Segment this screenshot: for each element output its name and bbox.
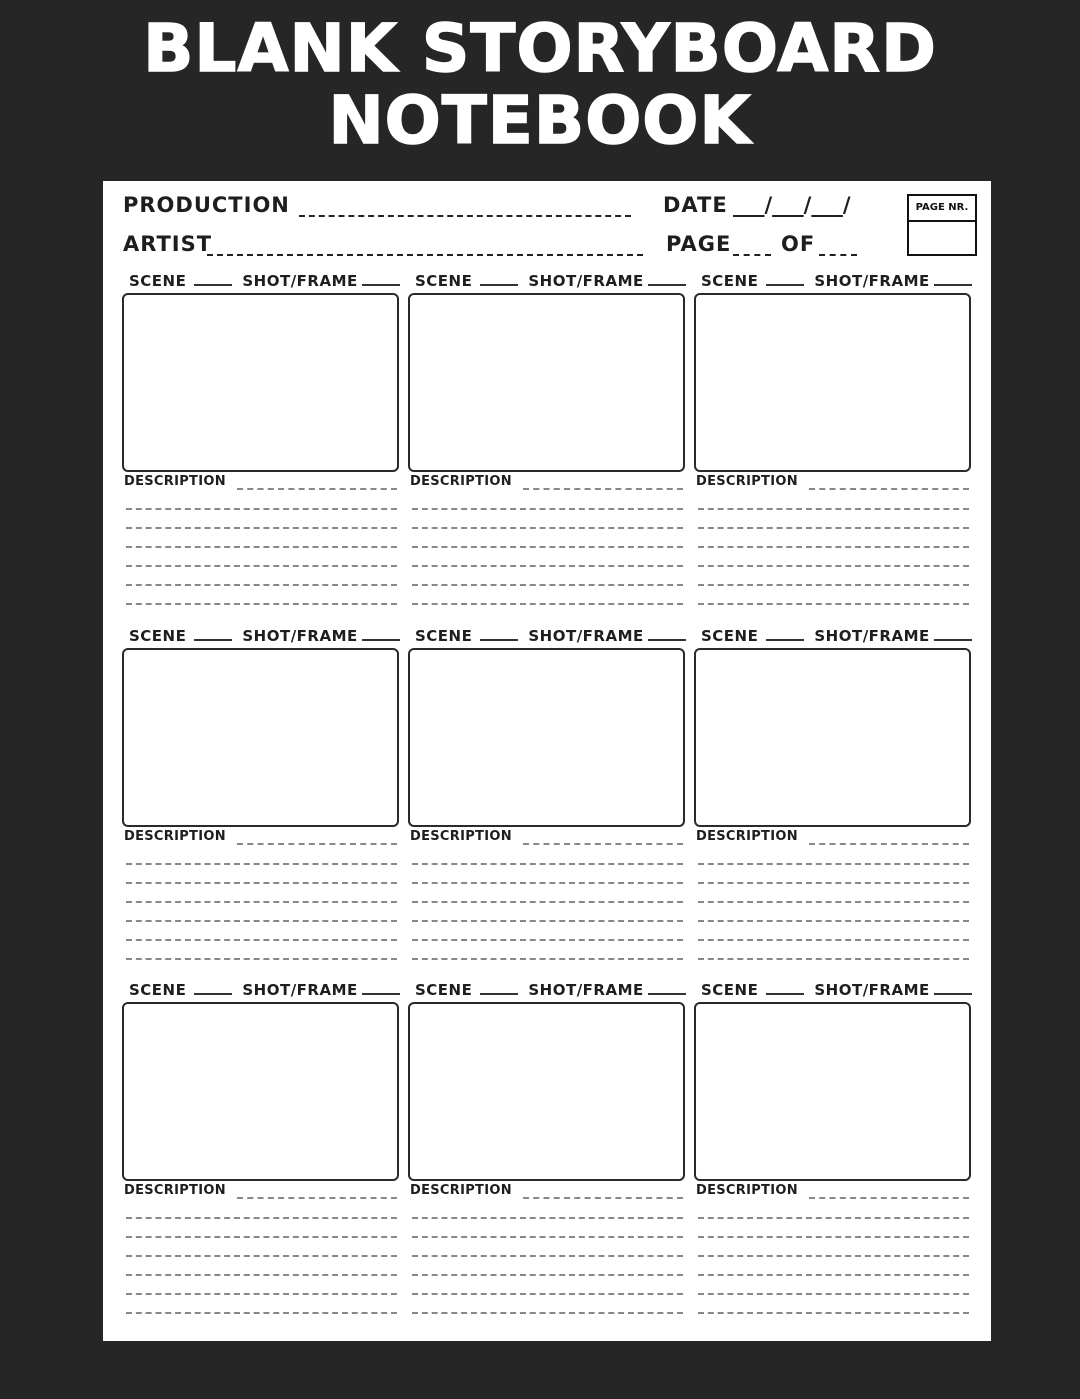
scene-field[interactable] bbox=[194, 284, 232, 286]
shot-frame-label: SHOT/FRAME bbox=[814, 272, 930, 290]
scene-label: SCENE bbox=[415, 627, 473, 645]
description-line[interactable] bbox=[412, 546, 683, 548]
panel-meta bbox=[701, 627, 972, 649]
sketch-frame[interactable] bbox=[694, 293, 971, 472]
scene-label: SCENE bbox=[415, 981, 473, 999]
shot-frame-field[interactable] bbox=[362, 639, 400, 641]
description-line[interactable] bbox=[698, 527, 969, 529]
description-line[interactable] bbox=[412, 1274, 683, 1276]
shot-frame-field[interactable] bbox=[648, 639, 686, 641]
date-label: DATE bbox=[663, 193, 728, 217]
description-line[interactable] bbox=[126, 1236, 397, 1238]
description-line[interactable] bbox=[412, 920, 683, 922]
shot-frame-label: SHOT/FRAME bbox=[528, 627, 644, 645]
description-line[interactable] bbox=[126, 901, 397, 903]
of-label: OF bbox=[781, 232, 816, 256]
description-line[interactable] bbox=[412, 901, 683, 903]
description-line[interactable] bbox=[698, 1274, 969, 1276]
scene-field[interactable] bbox=[766, 284, 804, 286]
sketch-frame[interactable] bbox=[694, 648, 971, 827]
description-line[interactable] bbox=[237, 488, 397, 490]
description-line[interactable] bbox=[412, 863, 683, 865]
date-field[interactable]: ___/___/___/ bbox=[733, 193, 851, 217]
description-label: DESCRIPTION bbox=[696, 474, 798, 489]
cover-title-line-1: BLANK STORYBOARD bbox=[143, 10, 937, 87]
description-line[interactable] bbox=[126, 1255, 397, 1257]
description-line[interactable] bbox=[126, 939, 397, 941]
description-line[interactable] bbox=[698, 603, 969, 605]
shot-frame-field[interactable] bbox=[648, 993, 686, 995]
scene-label: SCENE bbox=[701, 627, 759, 645]
description-label: DESCRIPTION bbox=[410, 1183, 512, 1198]
page-total-field[interactable] bbox=[819, 254, 857, 256]
description-line[interactable] bbox=[698, 546, 969, 548]
description-line[interactable] bbox=[126, 1312, 397, 1314]
description-line[interactable] bbox=[412, 1255, 683, 1257]
panel-meta bbox=[129, 272, 400, 294]
shot-frame-label: SHOT/FRAME bbox=[814, 627, 930, 645]
shot-frame-field[interactable] bbox=[648, 284, 686, 286]
page-field[interactable] bbox=[733, 254, 771, 256]
description-line[interactable] bbox=[698, 863, 969, 865]
artist-label: ARTIST bbox=[123, 232, 213, 256]
scene-label: SCENE bbox=[701, 272, 759, 290]
panel-meta bbox=[415, 272, 686, 294]
production-field[interactable] bbox=[299, 215, 631, 217]
shot-frame-label: SHOT/FRAME bbox=[242, 272, 358, 290]
production-label: PRODUCTION bbox=[123, 193, 290, 217]
description-line[interactable] bbox=[126, 527, 397, 529]
sketch-frame[interactable] bbox=[122, 1002, 399, 1181]
scene-label: SCENE bbox=[129, 272, 187, 290]
panel-meta bbox=[415, 981, 686, 1003]
description-label: DESCRIPTION bbox=[124, 474, 226, 489]
description-line[interactable] bbox=[809, 843, 969, 845]
description-label: DESCRIPTION bbox=[124, 829, 226, 844]
panel-meta bbox=[701, 981, 972, 1003]
page-label: PAGE bbox=[666, 232, 732, 256]
description-line[interactable] bbox=[809, 1197, 969, 1199]
scene-label: SCENE bbox=[701, 981, 759, 999]
cover-title-line-2: NOTEBOOK bbox=[328, 82, 752, 159]
shot-frame-label: SHOT/FRAME bbox=[814, 981, 930, 999]
description-line[interactable] bbox=[412, 527, 683, 529]
description-line[interactable] bbox=[698, 882, 969, 884]
description-line[interactable] bbox=[698, 901, 969, 903]
description-line[interactable] bbox=[698, 920, 969, 922]
description-line[interactable] bbox=[126, 1217, 397, 1219]
description-line[interactable] bbox=[698, 1217, 969, 1219]
description-line[interactable] bbox=[698, 508, 969, 510]
storyboard-sheet bbox=[103, 181, 991, 1341]
shot-frame-label: SHOT/FRAME bbox=[528, 981, 644, 999]
description-line[interactable] bbox=[523, 843, 683, 845]
page-number-label: PAGE NR. bbox=[909, 196, 975, 222]
description-line[interactable] bbox=[698, 584, 969, 586]
description-line[interactable] bbox=[412, 1293, 683, 1295]
description-line[interactable] bbox=[237, 843, 397, 845]
shot-frame-field[interactable] bbox=[934, 284, 972, 286]
description-line[interactable] bbox=[698, 939, 969, 941]
description-line[interactable] bbox=[126, 603, 397, 605]
scene-field[interactable] bbox=[194, 993, 232, 995]
panel-meta bbox=[129, 981, 400, 1003]
shot-frame-field[interactable] bbox=[934, 993, 972, 995]
scene-field[interactable] bbox=[194, 639, 232, 641]
description-label: DESCRIPTION bbox=[696, 829, 798, 844]
description-line[interactable] bbox=[412, 1236, 683, 1238]
sketch-frame[interactable] bbox=[408, 293, 685, 472]
description-line[interactable] bbox=[698, 958, 969, 960]
description-line[interactable] bbox=[126, 920, 397, 922]
description-label: DESCRIPTION bbox=[410, 829, 512, 844]
shot-frame-field[interactable] bbox=[362, 284, 400, 286]
panel-meta bbox=[701, 272, 972, 294]
description-line[interactable] bbox=[698, 1255, 969, 1257]
shot-frame-label: SHOT/FRAME bbox=[242, 627, 358, 645]
sketch-frame[interactable] bbox=[694, 1002, 971, 1181]
scene-label: SCENE bbox=[415, 272, 473, 290]
description-line[interactable] bbox=[126, 958, 397, 960]
description-line[interactable] bbox=[126, 508, 397, 510]
description-line[interactable] bbox=[698, 1236, 969, 1238]
panel-meta bbox=[129, 627, 400, 649]
sketch-frame[interactable] bbox=[122, 648, 399, 827]
description-line[interactable] bbox=[412, 958, 683, 960]
description-line[interactable] bbox=[126, 565, 397, 567]
shot-frame-label: SHOT/FRAME bbox=[242, 981, 358, 999]
sketch-frame[interactable] bbox=[122, 293, 399, 472]
description-line[interactable] bbox=[126, 1293, 397, 1295]
description-line[interactable] bbox=[126, 863, 397, 865]
description-line[interactable] bbox=[412, 882, 683, 884]
description-line[interactable] bbox=[698, 1293, 969, 1295]
artist-field[interactable] bbox=[207, 254, 643, 256]
description-line[interactable] bbox=[126, 584, 397, 586]
shot-frame-field[interactable] bbox=[934, 639, 972, 641]
description-label: DESCRIPTION bbox=[410, 474, 512, 489]
description-line[interactable] bbox=[126, 882, 397, 884]
description-line[interactable] bbox=[412, 565, 683, 567]
description-line[interactable] bbox=[523, 1197, 683, 1199]
description-line[interactable] bbox=[698, 565, 969, 567]
description-line[interactable] bbox=[523, 488, 683, 490]
scene-field[interactable] bbox=[766, 993, 804, 995]
shot-frame-field[interactable] bbox=[362, 993, 400, 995]
description-line[interactable] bbox=[809, 488, 969, 490]
description-line[interactable] bbox=[126, 546, 397, 548]
description-line[interactable] bbox=[412, 1312, 683, 1314]
scene-label: SCENE bbox=[129, 981, 187, 999]
sketch-frame[interactable] bbox=[408, 1002, 685, 1181]
description-line[interactable] bbox=[412, 508, 683, 510]
shot-frame-label: SHOT/FRAME bbox=[528, 272, 644, 290]
scene-field[interactable] bbox=[480, 284, 518, 286]
panel-meta bbox=[415, 627, 686, 649]
description-line[interactable] bbox=[126, 1274, 397, 1276]
scene-field[interactable] bbox=[766, 639, 804, 641]
description-label: DESCRIPTION bbox=[124, 1183, 226, 1198]
description-line[interactable] bbox=[412, 584, 683, 586]
scene-field[interactable] bbox=[480, 993, 518, 995]
description-line[interactable] bbox=[412, 939, 683, 941]
description-line[interactable] bbox=[237, 1197, 397, 1199]
description-label: DESCRIPTION bbox=[696, 1183, 798, 1198]
scene-label: SCENE bbox=[129, 627, 187, 645]
description-line[interactable] bbox=[412, 603, 683, 605]
page-number-box[interactable] bbox=[907, 194, 977, 256]
description-line[interactable] bbox=[412, 1217, 683, 1219]
sketch-frame[interactable] bbox=[408, 648, 685, 827]
description-line[interactable] bbox=[698, 1312, 969, 1314]
scene-field[interactable] bbox=[480, 639, 518, 641]
